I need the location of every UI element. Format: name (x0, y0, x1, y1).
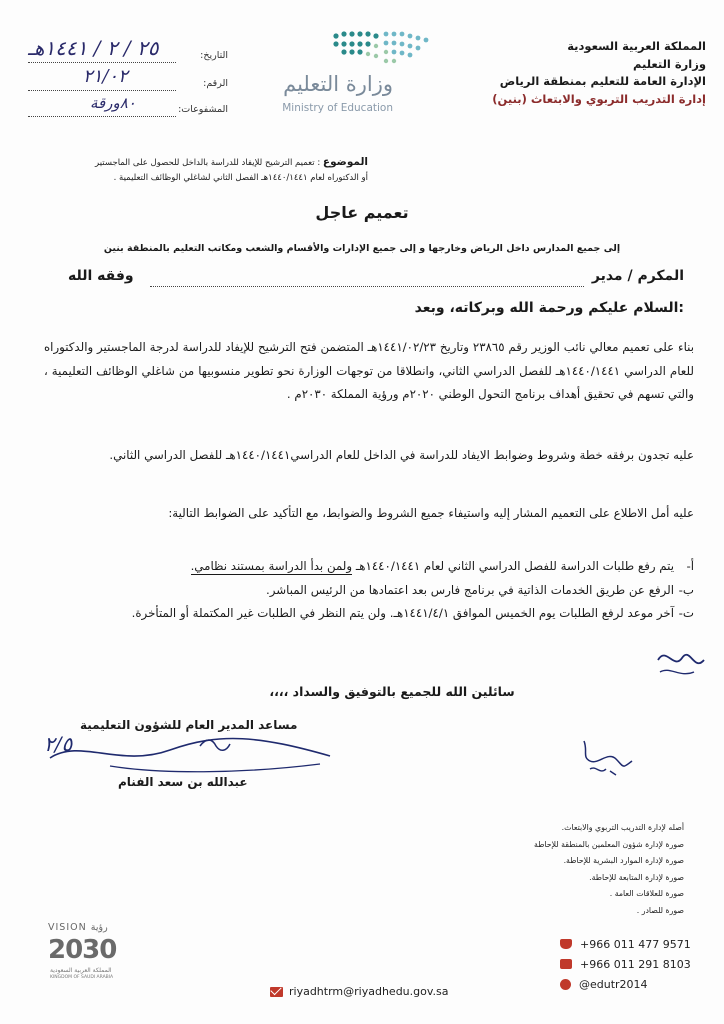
copy-item: صورة للصادر . (636, 905, 684, 915)
signatory-title: مساعد المدير العام للشؤون التعليمية (80, 718, 298, 732)
number-label: الرقم: (203, 78, 228, 89)
list-item (34, 602, 694, 626)
date-value: ٢٥ / ٢ / ١٤٤١هـ (28, 36, 159, 60)
department-name: إدارة التدريب التربوي والابتعاث (بنين) (492, 91, 706, 106)
list-item-letter: ت- (678, 606, 694, 620)
country-name: المملكة العربية السعودية (567, 39, 706, 53)
list-item-text: يتم رفع طلبات الدراسة للفصل الدراسي الثاني لعام ١٤٤٠/١٤٤١هـ (355, 559, 674, 573)
twitter-icon (560, 979, 571, 990)
ministry-logo (268, 28, 448, 118)
vision-2030-logo (48, 922, 138, 982)
salutation-dotted-line (150, 286, 584, 287)
admin-name: الإدارة العامة للتعليم بمنطقة الرياض (499, 74, 706, 88)
contact-block (560, 934, 691, 994)
copy-item: أصله لإدارة التدريب التربوي والابتعاث. (561, 823, 684, 832)
attachments-value: ٨٠ورقة (90, 94, 136, 112)
list-item (34, 555, 694, 579)
list-item-text: الرفع عن طريق الخدمات الذاتية في برنامج فارس بعد اعتمادها من الرئيس المباشر. (265, 582, 674, 597)
greeting: السلام عليكم ورحمة الله وبركاته، وبعد: (414, 300, 684, 316)
copy-item: صورة لإدارة شؤون المعلمين بالمنطقة للإحاطة (534, 839, 684, 849)
attachments-label: المشفوعات: (178, 104, 228, 115)
handwritten-date: ٢/٥ (44, 732, 73, 756)
recipients-line: إلى جميع المدارس داخل الرياض وخارجها و إلى جميع الإدارات والأقسام والشعب ومكاتب التعليم بالمنطقة بنين (103, 243, 621, 254)
list-item (34, 579, 694, 603)
conditions-list (34, 555, 694, 626)
copy-item: صورة لإدارة المتابعة للإحاطة. (589, 872, 684, 882)
number-field (28, 66, 228, 96)
letterhead (476, 38, 706, 108)
fax-icon (560, 959, 572, 969)
copy-item: صورة للعلاقات العامة . (609, 889, 684, 898)
logo-arabic-text: وزارة التعليم (283, 72, 393, 96)
document-title: تعميم عاجل (315, 203, 409, 222)
copy-item: صورة لإدارة الموارد البشرية للإحاطة. (563, 856, 684, 865)
subject-line-2: أو الدكتوراه لعام ١٤٤٠/١٤٤١هـ الفصل الثاني لشاغلي الوظائف التعليمية . (113, 173, 368, 183)
margin-annotation-icon (650, 640, 710, 690)
paragraph-3: عليه أمل الاطلاع على التعميم المشار إليه واستيفاء جميع الشروط والضوابط، مع التأكيد على الضوابط التالية: (168, 506, 694, 520)
vision-kingdom-en: KINGDOM OF SAUDI ARABIA (50, 975, 114, 980)
closing-line: سائلين الله للجميع بالتوفيق والسداد ،،،، (269, 684, 515, 699)
list-item-text: آخر موعد لرفع الطلبات يوم الخميس الموافق ١٤٤١/٤/١هـ. ولن يتم النظر في الطلبات غير المكتملة أو المتأخرة. (131, 606, 674, 620)
signature-icon (40, 728, 340, 778)
email-row (270, 985, 448, 998)
email-address: riyadhtrm@riyadhedu.gov.sa (289, 985, 449, 998)
vision-year: 2030 (48, 935, 117, 965)
twitter-handle: @edutr2014 (579, 977, 648, 991)
phone-number: +966 011 477 9571 (580, 937, 691, 951)
salutation-honorific: المكرم / مدير (591, 268, 684, 284)
list-item-letter: ب- (678, 582, 694, 597)
signatory-name: عبدالله بن سعد الفنام (118, 775, 248, 789)
list-item-underlined-text: ولمن بدأ الدراسة بمستند نظامي. (190, 559, 353, 573)
date-label: التاريخ: (200, 50, 228, 61)
subject-label: الموضوع (322, 156, 368, 168)
list-item-letter: أ- (686, 559, 694, 573)
logo-english-text: Ministry of Education (282, 102, 393, 114)
paragraph-2: عليه تجدون برفقه خطة وشروط وضوابط الايفاد للدراسة في الداخل للعام الدراسي١٤٤٠/١٤٤١هـ للفصل الدراسي الثاني. (109, 448, 694, 462)
subject-block: الموضوع : تعميم الترشيح للإيفاد للدراسة بالداخل للحصول على الماجستير أو الدكتوراه لعام ١٤٤٠/١٤٤١هـ الفصل الثاني لشاغلي الوظائف التعليمية . (95, 156, 368, 183)
copies-list (454, 820, 684, 919)
ministry-name: وزارة التعليم (633, 56, 706, 71)
mail-icon (270, 987, 283, 997)
phone-icon (560, 939, 572, 949)
subject-line-1: تعميم الترشيح للإيفاد للدراسة بالداخل للحصول على الماجستير (95, 158, 315, 168)
ministry-dots-icon (330, 28, 440, 70)
salutation-blessing: وفقه الله (68, 268, 134, 284)
vision-kingdom-ar: المملكة العربية السعودية (50, 967, 112, 974)
initials-annotation-icon (570, 735, 640, 785)
number-value: ٢١/٠٢ (83, 66, 128, 87)
fax-number: +966 011 291 8103 (580, 957, 691, 971)
vision-label: VISION رؤية (48, 922, 108, 933)
paragraph-1: بناء على تعميم معالي نائب الوزير رقم ٢٣٨٦٥ وتاريخ ١٤٤١/٠٢/٢٣هـ المتضمن فتح الترشيح للإيفاد للدراسة لدرجة الماجستير والدكتوراه للعام الدراسي ١٤٤٠/١٤٤١هـ للفصل الدراسي الثاني، وانطلاقا من توجهات الوزارة نحو تطوير منسوبيها من شاغلي الوظائف التعليمية ، والتي تسهم في تحقيق أهداف برنامج التحول الوطني ٢٠٢٠م ورؤية المملكة ٢٠٣٠م . (44, 340, 695, 401)
date-field (28, 36, 228, 68)
attachments-field (28, 94, 228, 122)
